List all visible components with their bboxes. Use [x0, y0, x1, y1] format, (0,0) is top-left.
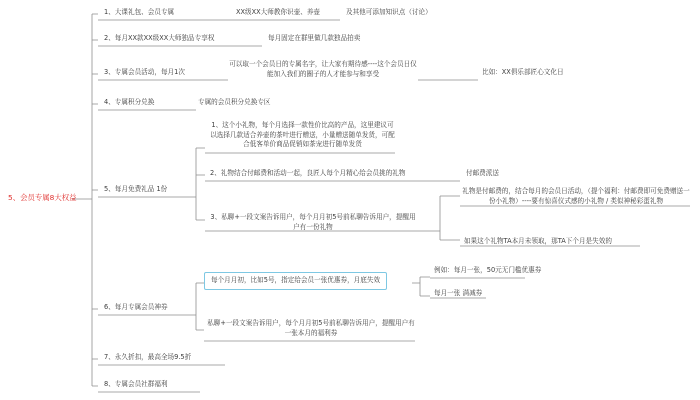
gift-detail-1[interactable]: 1、这个小礼物，每个月选择一款性价比高的产品，这里建议可以选择几款适合养壶的茶叶进行赠送，小量赠送随单发货，可配合低客单价商品促销如茶宠进行随单发货 — [210, 121, 395, 148]
branch-1-label[interactable]: 1、大课礼包、会员专属 — [104, 8, 175, 16]
branch-7-label[interactable]: 7、永久折扣，最高全场9.5折 — [104, 353, 192, 361]
branch-4-detail[interactable]: 专属的会员积分兑换专区 — [198, 98, 271, 106]
branch-2-label[interactable]: 2、每月XX款XX级XX大师独品专享权 — [104, 34, 215, 42]
gift-detail-2[interactable]: 2、礼物结合付邮费和活动一起，良匠人每个月精心给会员挑的礼物 — [210, 169, 406, 177]
branch-3-detail-a[interactable]: 可以取一个会员日的专属名字，让大家有期待感----这个会员日仅能加入我们的圈子的人才能参与和享受 — [229, 60, 417, 78]
branch-5-label[interactable]: 5、每月免费礼品 1份 — [104, 185, 168, 193]
gift-detail-2-shipping[interactable]: 付邮费派送 — [466, 169, 499, 177]
branch-8-label[interactable]: 8、专属会员社群福利 — [104, 380, 168, 388]
branch-1-detail-b[interactable]: 及其他可添加知识点（讨论） — [346, 8, 432, 16]
branch-6-label[interactable]: 6、每月专属会员神券 — [104, 303, 168, 311]
branch-3-detail-b[interactable]: 比如：XX俱乐部匠心文化日 — [482, 68, 564, 76]
gift-detail-3-expiry[interactable]: 如果这个礼物TA本月未领取，那TA下个月是失效的 — [464, 237, 612, 245]
coupon-detail-2[interactable]: 私聊+一段文案告诉用户，每个月月初5号前私聊告诉用户，提醒用户有一张本月的福利券 — [207, 319, 415, 337]
gift-detail-3[interactable]: 3、私聊+一段文案告诉用户，每个月月初5号前私聊告诉用户，提醒用户有一份礼物 — [210, 213, 416, 231]
branch-3-label[interactable]: 3、专属会员活动，每月1次 — [104, 68, 185, 76]
coupon-detail-highlighted[interactable]: 每个月月初，比如5号，指定给会员一张优惠券，月底失效 — [204, 272, 387, 290]
coupon-example-1[interactable]: 例如：每月一张，50元无门槛优惠券 — [434, 266, 542, 274]
branch-2-detail[interactable]: 每月固定在群里做几款独品拍卖 — [268, 34, 361, 42]
coupon-example-2[interactable]: 每月一张 满减券 — [434, 289, 483, 297]
gift-detail-3-note[interactable]: 礼物是付邮费的，结合每月的会员日活动，（提个福利：付邮费即可免费赠送一份小礼物）----要有惊喜仪式感的小礼物 / 类似神秘彩蛋礼物 — [462, 187, 690, 205]
branch-4-label[interactable]: 4、专属积分兑换 — [104, 98, 155, 106]
root-node[interactable]: 5、会员专属8大权益 — [8, 193, 77, 202]
branch-1-detail-a[interactable]: XX级XX大师教你识壶、养壶 — [236, 8, 321, 16]
